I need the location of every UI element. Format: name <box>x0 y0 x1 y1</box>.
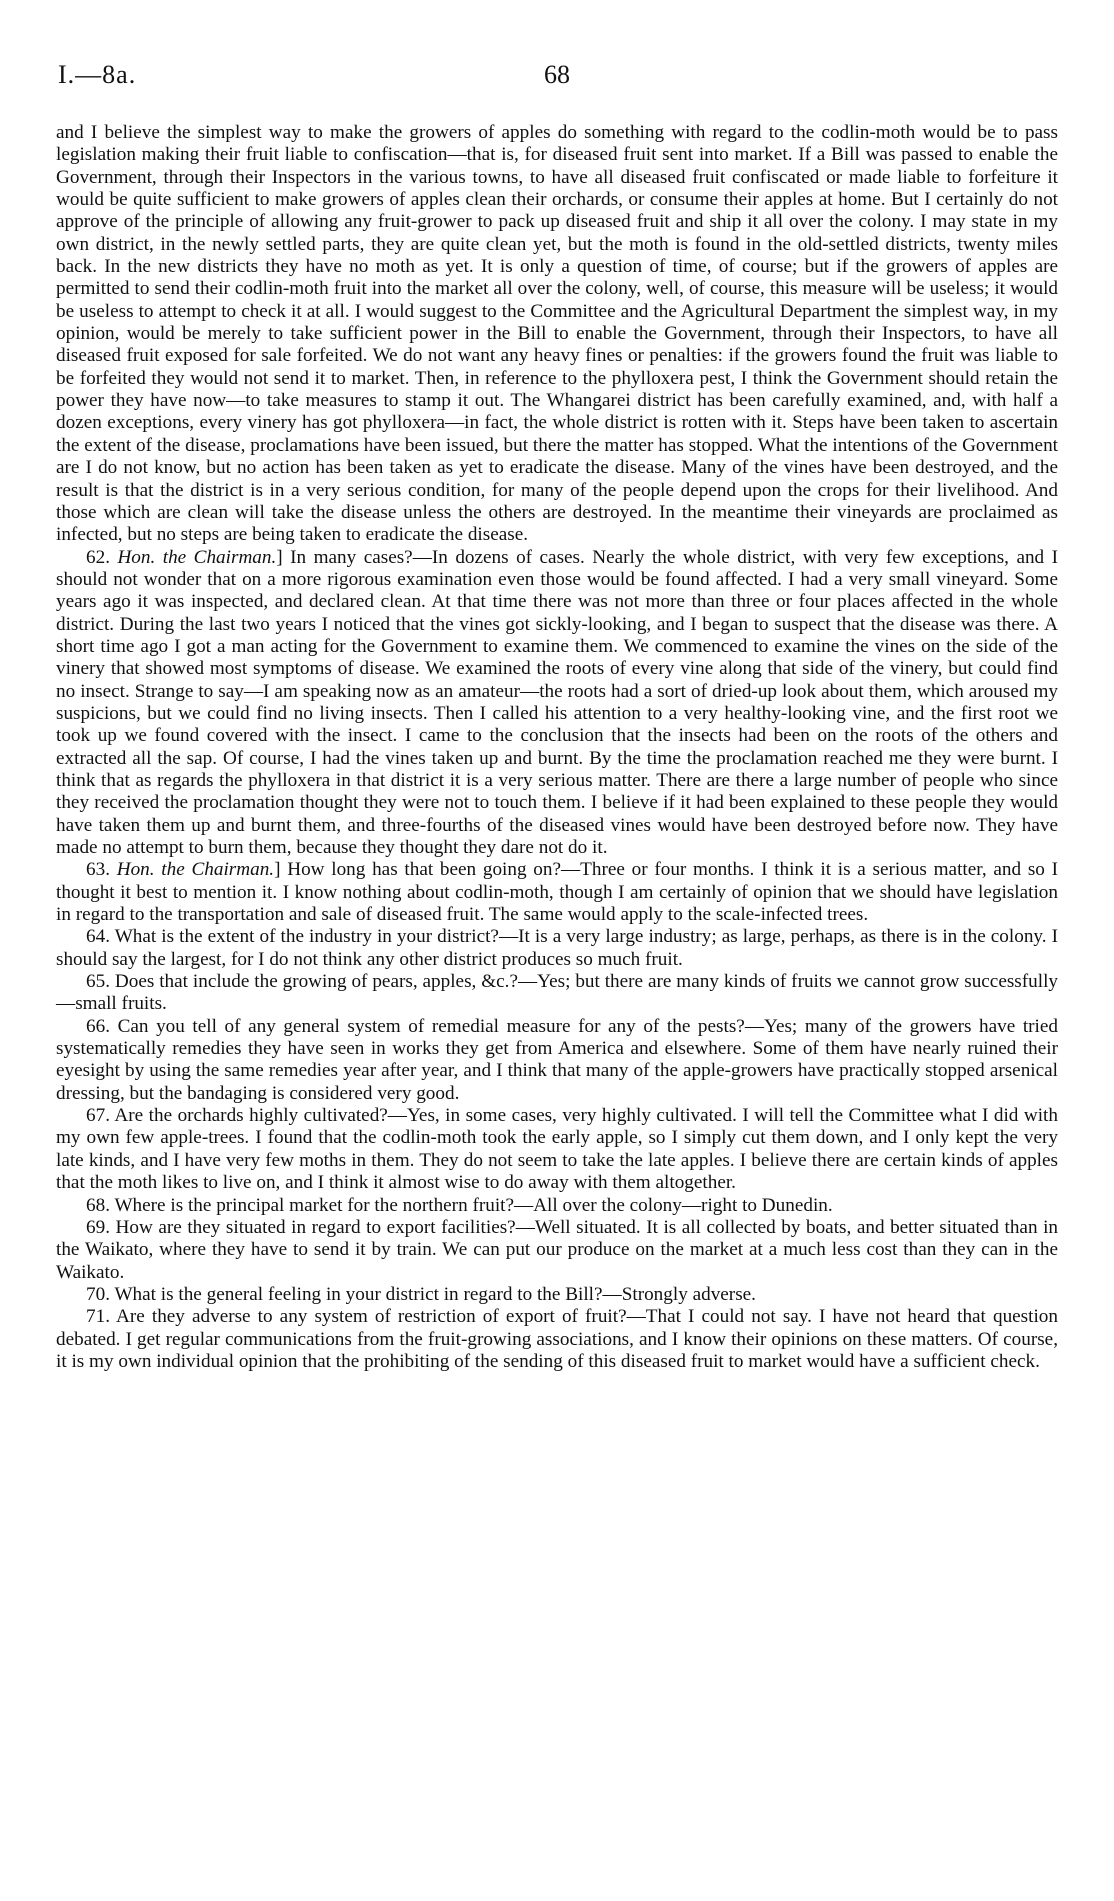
question-64 <box>56 926 1058 971</box>
question-66 <box>56 1016 1058 1105</box>
paragraph-text: Where is the principal market for the northern fruit?—All over the colony—right to Dunedin. <box>114 1194 833 1216</box>
question-number: 66. <box>86 1015 110 1037</box>
body-text <box>56 122 1058 1373</box>
question-number: 68. <box>86 1194 110 1216</box>
question-69 <box>56 1217 1058 1284</box>
paragraph-text: How are they situated in regard to export facilities?—Well situated. It is all collected by boats, and better situated than in the Waikato, where they have to send it by train. We can put our produce on the market at a much less cost than they can in the Waikato. <box>56 1216 1058 1283</box>
paragraph-text: ] How long has that been going on?—Three or four months. I think it is a serious matter, and so I thought it best to mention it. I know nothing about codlin-moth, though I am certainly of opinion that we should have legislation in regard to the transportation and sale of diseased fruit. The same would apply to the scale-infected trees. <box>56 859 1059 926</box>
document-reference: I.—8a. <box>58 60 137 89</box>
question-number: 65. <box>86 971 110 993</box>
speaker-name: Hon. the Chairman. <box>116 859 275 881</box>
question-number: 71. <box>86 1306 110 1328</box>
question-67 <box>56 1105 1058 1194</box>
page-header <box>56 60 1058 100</box>
question-number: 64. <box>86 926 110 948</box>
question-65 <box>56 971 1058 1016</box>
paragraph-text: and I believe the simplest way to make the growers of apples do something with regard to the codlin-moth would be to pass legislation making their fruit liable to confiscation—that is, for diseased fruit sent into market. If a Bill was passed to enable the Government, through their Inspectors in the various towns, to have all diseased fruit confiscated or made liable to forfeiture it would be quite sufficient to make growers of apples clean their orchards, or consume their apples at home. But I certainly do not approve of the principle of allowing any fruit-grower to pack up diseased fruit and ship it all over the colony. I may state in my own district, in the newly settled parts, they are quite clean yet, but the moth is found in the old-settled districts, twenty miles back. In the new districts they have no moth as yet. It is only a question of time, of course; but if the growers of apples are permitted to send their codlin-moth fruit into the market all over the colony, well, of course, this measure will be useless; it would be useless to attempt to check it at all. I would suggest to the Committee and the Agricultural Department the simplest way, in my opinion, would be merely to take sufficient power in the Bill to enable the Government, through their Inspectors, to have all diseased fruit exposed for sale forfeited. We do not want any heavy fines or penalties: if the growers found the fruit was liable to be forfeited they would not send it to market. Then, in reference to the phylloxera pest, I think the Government should retain the power they have now—to take measures to stamp it out. The Whangarei district has been carefully examined, and, with half a dozen exceptions, every vinery has got phylloxera—in fact, the whole district is rotten with it. Steps have been taken to ascertain the extent of the disease, proclamations have been issued, but there the matter has stopped. What the intentions of the Government are I do not know, but no action has been taken as yet to eradicate the disease. Many of the vines have been destroyed, and the result is that the district is in a very serious condition, for many of the people depend upon the crops for their livelihood. And those which are clean will take the disease unless the others are destroyed. In the meantime their vineyards are proclaimed as infected, but no steps are being taken to eradicate the disease. <box>56 122 1058 546</box>
paragraph-text: Are they adverse to any system of restriction of export of fruit?—That I could not say. I have not heard that question debated. I get regular communications from the fruit-growing associations, and I know their opinions on these matters. Of course, it is my own individual opinion that the prohibiting of the sending of this diseased fruit to market would have a sufficient check. <box>56 1306 1058 1372</box>
question-number: 70. <box>86 1283 110 1305</box>
question-62 <box>56 547 1058 860</box>
paragraph-text: Are the orchards highly cultivated?—Yes, in some cases, very highly cultivated. I will tell the Committee what I did with my own few apple-trees. I found that the codlin-moth took the early apple, so I simply cut them down, and I only kept the very late kinds, and I have very few moths in them. They do not seem to take the late apples. I believe there are certain kinds of apples that the moth likes to live on, and I think it almost wise to do away with them altogether. <box>56 1105 1058 1194</box>
paragraph-text: Can you tell of any general system of remedial measure for any of the pests?—Yes; many of the growers have tried systematically remedies they have seen in works they get from America and elsewhere. Some of them have nearly ruined their eyesight by using the same remedies year after year, and I think that many of the apple-growers have practically stopped arsenical dressing, but the bandaging is considered very good. <box>56 1015 1058 1104</box>
question-number: 67. <box>86 1105 110 1127</box>
page-number: 68 <box>544 60 570 89</box>
question-71 <box>56 1306 1058 1373</box>
paragraph-text: Does that include the growing of pears, apples, &c.?—Yes; but there are many kinds of fruits we cannot grow successfully—small fruits. <box>56 971 1059 1015</box>
question-number: 69. <box>86 1216 110 1238</box>
speaker-name: Hon. the Chairman. <box>117 546 277 568</box>
paragraph-text: What is the extent of the industry in your district?—It is a very large industry; as large, perhaps, as there is in the colony. I should say the largest, for I do not think any other district produces so much fruit. <box>56 926 1058 970</box>
paragraph-text: ] In many cases?—In dozens of cases. Nearly the whole district, with very few exceptions, and I should not wonder that on a more rigorous examination even those would be found affected. I had a very small vineyard. Some years ago it was inspected, and declared clean. At that time there was not more than three or four places affected in the whole district. During the last two years I noticed that the vines got sickly-looking, and I began to suspect that the disease was there. A short time ago I got a man acting for the Government to examine them. We commenced to examine the vines on the side of the vinery that showed most symptoms of disease. We examined the roots of every vine along that side of the vinery, but could find no insect. Strange to say—I am speaking now as an amateur—the roots had a sort of dried-up look about them, which aroused my suspicions, but we could find no living insects. Then I called his attention to a very healthy-looking vine, and the first root we took up we found covered with the insect. I came to the conclusion that the insects had been on the roots of the others and extracted all the sap. Of course, I had the vines taken up and burnt. By the time the proclamation reached me they were burnt. I think that as regards the phylloxera in that district it is a very serious matter. There are there a large number of people who since they received the proclamation thought they were not to touch them. I believe if it had been explained to these people they would have taken them up and burnt them, and three-fourths of the diseased vines would have been destroyed before now. They have made no attempt to burn them, because they thought they dare not do it. <box>56 546 1059 858</box>
question-number: 62. <box>86 546 110 568</box>
question-68 <box>56 1195 1058 1217</box>
question-70 <box>56 1284 1058 1306</box>
paragraph-continuation <box>56 122 1058 547</box>
question-number: 63. <box>86 859 110 881</box>
question-63 <box>56 859 1058 926</box>
document-page <box>56 60 1058 1373</box>
paragraph-text: What is the general feeling in your district in regard to the Bill?—Strongly adverse. <box>114 1283 756 1305</box>
